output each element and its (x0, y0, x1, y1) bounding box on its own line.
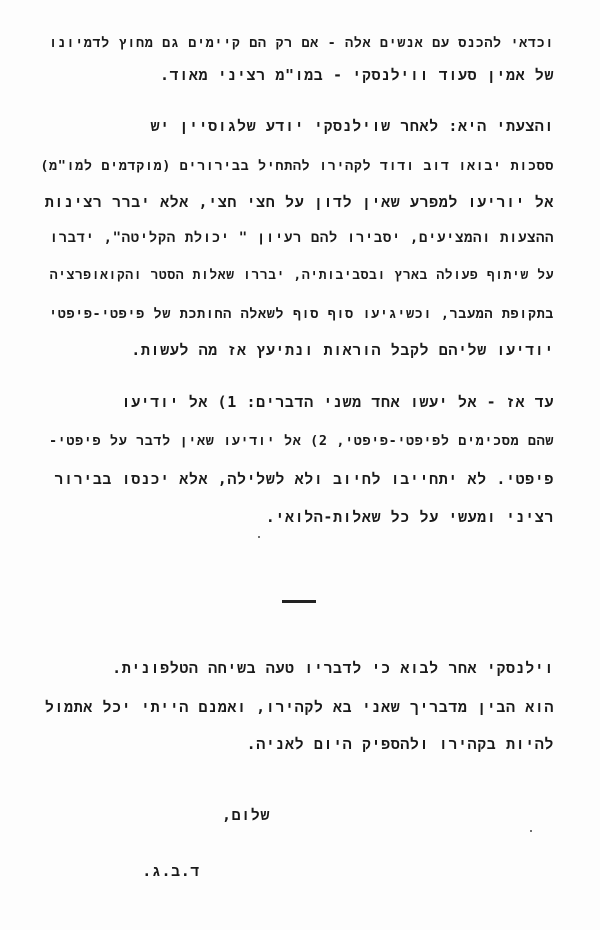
closing-salutation: שלום, (221, 806, 270, 824)
text-line: להיות בקהירו ולהספיק היום לאניה. (246, 735, 554, 753)
text-line: ססכות יבואו דוב ודוד לקהירו להתחיל בבירורים (מוקדמים למו"מ) (40, 158, 554, 174)
text-line: וילנסקי אחר לבוא כי לדבריו טעה בשיחה הטלפונית. (112, 659, 554, 677)
text-line: עד אז - אל יעשו אחד משני הדברים: 1) אל יודיעו (121, 393, 554, 411)
section-divider (282, 600, 316, 603)
text-line: הוא הבין מדבריך שאני בא לקהירו, ואמנם הייתי יכל אתמול (44, 698, 554, 716)
ink-speck (258, 536, 260, 538)
text-line: רציני ומעשי על כל שאלות-הלואי. (265, 508, 554, 526)
text-line: על שיתוף פעולה בארץ ובסביבותיה, יבררו שאלות הסטר והקואופרציה (49, 268, 554, 283)
text-line: פיפטי. לא יתחייבו לחיוב ולא לשלילה, אלא יכנסו בבירור (54, 470, 554, 488)
signature-initials: ד.ב.ג. (142, 862, 200, 880)
text-line: בתקופת המעבר, וכשיגיעו סוף סוף לשאלה החותכת של פיפטי-פיפטי (49, 306, 554, 322)
text-line: והצעתי היא: לאחר שוילנסקי יודע שלגוסיין יש (150, 117, 554, 135)
ink-speck (530, 830, 532, 832)
text-line: יודיעו שליהם לקבל הוראות ונתיעץ אז מה לעשות. (131, 341, 554, 359)
text-line: שהם מסכימים לפיפטי-פיפטי, 2) אל יודיעו שאין לדבר על פיפטי- (48, 433, 554, 449)
text-line: אל יוריעו למפרע שאין לדון על חצי חצי, אלא יברר רצינות (44, 193, 554, 211)
text-line: ההצעות והמציעים, יסבירו להם רעיון " יכולת הקליטה", ידברו (49, 230, 554, 246)
text-line: וכדאי להכנס עם אנשים אלה - אם רק הם קיימים גם מחוץ לדמיונו (48, 35, 554, 51)
text-line: של אמין סעוד ווילנסקי - במו"מ רציני מאוד. (160, 66, 554, 84)
